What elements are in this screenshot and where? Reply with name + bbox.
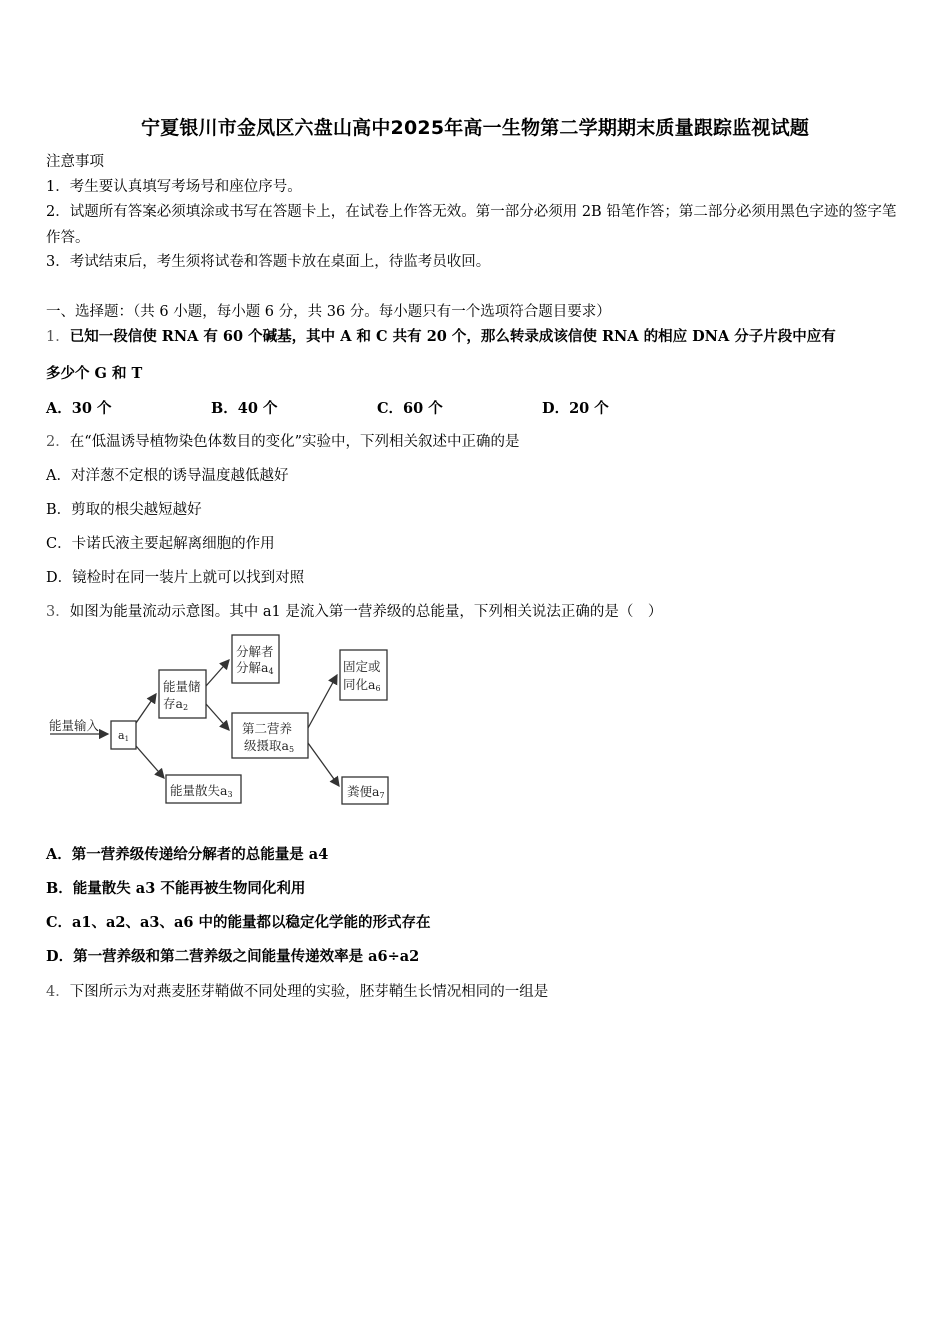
question-number: 1． (46, 329, 70, 345)
notice-item-3: 3．考试结束后，考生须将试卷和答题卡放在桌面上，待监考员收回。 (46, 254, 491, 270)
label-second-2: 级摄取a5 (244, 738, 295, 754)
question-3 (46, 602, 662, 622)
option-c: C．60 个 (377, 400, 443, 417)
notice-item-1: 1．考生要认真填写考场号和座位序号。 (46, 179, 302, 195)
question-1 (46, 327, 836, 347)
page-title: 宁夏银川市金凤区六盘山高中2025年高一生物第二学期期末质量跟踪监视试题 (140, 117, 810, 139)
option-b: B．40 个 (211, 400, 278, 417)
label-fixed-2: 同化a6 (343, 677, 381, 693)
energy-flow-diagram (46, 630, 406, 810)
q3-option-c: C．a1、a2、a3、a6 中的能量都以稳定化学能的形式存在 (46, 914, 431, 931)
label-loss: 能量散失a3 (170, 783, 233, 799)
arrow-second-feces (308, 743, 339, 786)
question-number: 4． (46, 984, 70, 1000)
label-storage-2: 存a2 (163, 696, 189, 712)
q2-option-a: A．对洋葱不定根的诱导温度越低越好 (46, 468, 289, 484)
q3-option-a: A．第一营养级传递给分解者的总能量是 a4 (46, 846, 329, 863)
label-feces: 粪便a7 (347, 784, 385, 800)
q2-option-c: C．卡诺氏液主要起解离细胞的作用 (46, 536, 275, 552)
question-stem: 已知一段信使 RNA 有 60 个碱基，其中 A 和 C 共有 20 个，那么转录成该信使 RNA 的相应 DNA 分子片段中应有 (69, 328, 836, 345)
q3-option-b: B．能量散失 a3 不能再被生物同化利用 (46, 880, 306, 897)
label-a1: a1 (118, 729, 130, 743)
section-heading: 一、选择题：（共 6 小题，每小题 6 分，共 36 分。每小题只有一个选项符合题目要求） (46, 304, 611, 320)
question-number: 2． (46, 434, 70, 450)
notice-item-2: 2．试题所有答案必须填涂或书写在答题卡上，在试卷上作答无效。第一部分必须用 2B 铅笔作答；第二部分必须用黑色字迹的签字笔作答。 (46, 204, 897, 246)
arrow-second-fixed (308, 675, 337, 728)
q3-option-d: D．第一营养级和第二营养级之间能量传递效率是 a6÷a2 (46, 948, 420, 965)
arrow-storage-decomposer (206, 660, 229, 686)
label-second-1: 第二营养 (242, 721, 293, 736)
label-decomposer-2: 分解a4 (236, 660, 274, 676)
label-storage-1: 能量储 (163, 679, 201, 694)
arrow-a1-storage (136, 694, 156, 723)
question-2 (46, 432, 520, 452)
option-a: A．30 个 (46, 400, 112, 417)
label-decomposer-1: 分解者 (236, 644, 274, 659)
label-fixed-1: 固定或 (343, 659, 381, 674)
question-4 (46, 982, 548, 1002)
q2-option-d: D．镜检时在同一装片上就可以找到对照 (46, 570, 305, 586)
question-1-stem-cont: 多少个 G 和 T (46, 365, 143, 382)
question-stem: 如图为能量流动示意图。其中 a1 是流入第一营养级的总能量，下列相关说法正确的是（ ） (69, 604, 663, 620)
arrow-a1-loss (136, 746, 164, 778)
option-d: D．20 个 (542, 400, 609, 417)
notice-heading: 注意事项 (46, 154, 104, 170)
question-stem: 下图所示为对燕麦胚芽鞘做不同处理的实验，胚芽鞘生长情况相同的一组是 (69, 984, 549, 1000)
arrow-storage-second (206, 704, 229, 730)
q2-option-b: B．剪取的根尖越短越好 (46, 502, 202, 518)
question-stem: 在“低温诱导植物染色体数目的变化”实验中，下列相关叙述中正确的是 (69, 434, 520, 450)
label-input: 能量输入 (49, 718, 100, 733)
question-number: 3． (46, 604, 70, 620)
